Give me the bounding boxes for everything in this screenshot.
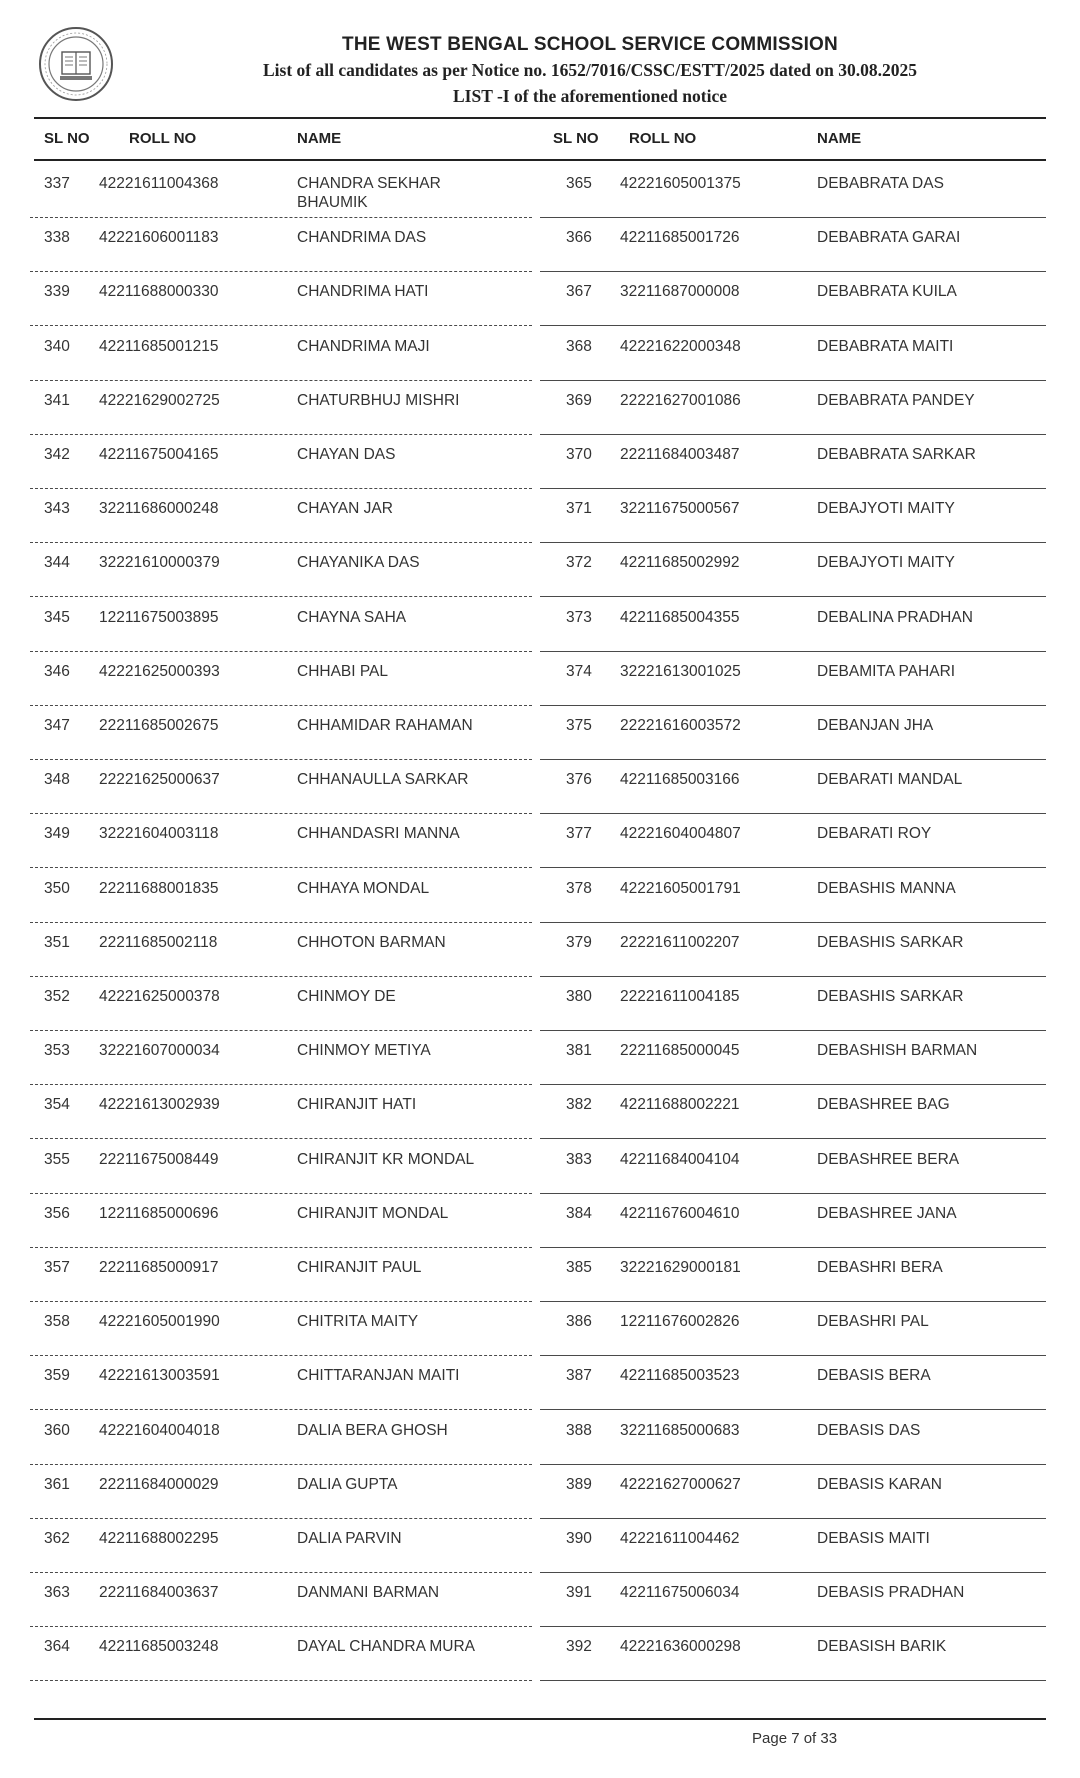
row-name: CHAYNA SAHA xyxy=(297,608,407,626)
row-sl-no: 376 xyxy=(566,771,592,789)
row-name: CHIRANJIT PAUL xyxy=(297,1259,422,1276)
table-row xyxy=(0,1573,1080,1627)
table-row xyxy=(0,1465,1080,1519)
row-sl-no: 381 xyxy=(566,1042,592,1060)
column-header-name-right: NAME xyxy=(817,130,862,147)
row-name: CHANDRIMA DAS xyxy=(297,229,427,247)
table-row xyxy=(0,218,1080,272)
row-name: DEBASIS DAS xyxy=(817,1421,921,1439)
row-sl-no: 391 xyxy=(566,1584,592,1602)
row-name: CHATURBHUJ MISHRI xyxy=(297,391,460,409)
table-row xyxy=(0,1140,1080,1194)
table-row xyxy=(0,543,1080,597)
row-name: DEBAJYOTI MAITY xyxy=(817,500,955,518)
row-roll-no: 42211685003166 xyxy=(620,771,740,789)
row-name: DEBASHREE JANA xyxy=(817,1204,957,1222)
row-sl-no: 364 xyxy=(44,1638,70,1656)
table-row xyxy=(0,489,1080,543)
table-row xyxy=(0,1519,1080,1573)
row-roll-no: 32221610000379 xyxy=(99,554,220,572)
table-row xyxy=(0,1194,1080,1248)
row-roll-no: 22211684003637 xyxy=(99,1584,219,1602)
row-sl-no: 348 xyxy=(44,771,70,789)
row-roll-no: 22221611002207 xyxy=(620,933,740,951)
row-roll-no: 42221622000348 xyxy=(620,337,741,355)
row-roll-no: 22211688001835 xyxy=(99,879,219,897)
row-name: CHIRANJIT MONDAL xyxy=(297,1204,449,1222)
row-sl-no: 380 xyxy=(566,988,592,1005)
row-sl-no: 389 xyxy=(566,1475,592,1493)
row-sl-no: 341 xyxy=(44,391,70,409)
row-sl-no: 359 xyxy=(44,1367,70,1385)
row-roll-no: 42221629002725 xyxy=(99,391,220,409)
row-roll-no: 42221613002939 xyxy=(99,1096,220,1114)
row-name: CHINMOY METIYA xyxy=(297,1042,431,1060)
row-name: CHITRITA MAITY xyxy=(297,1313,419,1331)
row-sl-no: 392 xyxy=(566,1638,592,1656)
column-header-roll-no-left: ROLL NO xyxy=(129,130,197,147)
row-name: CHIRANJIT HATI xyxy=(297,1096,417,1114)
row-sl-no: 345 xyxy=(44,608,70,626)
row-name: CHHOTON BARMAN xyxy=(297,933,446,951)
row-sl-no: 357 xyxy=(44,1259,70,1276)
table-row xyxy=(0,977,1080,1031)
row-roll-no: 32211685000683 xyxy=(620,1421,740,1439)
row-name: CHANDRA SEKHAR BHAUMIK xyxy=(297,175,441,211)
row-name: DALIA PARVIN xyxy=(297,1530,402,1547)
row-sl-no: 371 xyxy=(566,500,592,518)
row-sl-no: 350 xyxy=(44,879,70,897)
row-roll-no: 42221611004368 xyxy=(99,175,219,192)
row-name: CHHABI PAL xyxy=(297,662,389,680)
row-sl-no: 349 xyxy=(44,825,70,843)
table-row xyxy=(0,598,1080,652)
row-name: DALIA GUPTA xyxy=(297,1475,398,1493)
row-name: DEBASHIS SARKAR xyxy=(817,988,964,1005)
row-sl-no: 360 xyxy=(44,1421,70,1439)
table-row xyxy=(0,164,1080,218)
row-name: CHHANAULLA SARKAR xyxy=(297,771,469,789)
row-sl-no: 342 xyxy=(44,446,70,463)
row-roll-no: 22221625000637 xyxy=(99,771,220,789)
row-sl-no: 337 xyxy=(44,175,70,192)
table-row xyxy=(0,381,1080,435)
row-sl-no: 339 xyxy=(44,283,70,301)
row-sl-no: 377 xyxy=(566,825,592,843)
row-roll-no: 42221604004018 xyxy=(99,1421,220,1439)
row-sl-no: 386 xyxy=(566,1313,592,1331)
row-sl-no: 363 xyxy=(44,1584,70,1602)
row-roll-no: 32211687000008 xyxy=(620,283,740,301)
table-row xyxy=(0,652,1080,706)
footer-rule xyxy=(34,1718,1046,1720)
row-sl-no: 356 xyxy=(44,1204,70,1222)
row-sl-no: 382 xyxy=(566,1096,592,1114)
row-roll-no: 42211685002992 xyxy=(620,554,740,572)
row-roll-no: 22211684000029 xyxy=(99,1475,219,1493)
column-header-rule xyxy=(34,159,1046,161)
page-number: Page 7 of 33 xyxy=(752,1730,838,1747)
row-roll-no: 42211685001215 xyxy=(99,337,219,355)
row-name: DEBASHISH BARMAN xyxy=(817,1042,978,1060)
row-roll-no: 42221636000298 xyxy=(620,1638,741,1656)
row-sl-no: 346 xyxy=(44,662,70,680)
row-roll-no: 22211685002675 xyxy=(99,717,219,734)
row-name: DEBASHRI PAL xyxy=(817,1313,929,1331)
row-roll-no: 42221625000393 xyxy=(99,662,220,680)
table-row xyxy=(0,923,1080,977)
row-name: DEBASHRI BERA xyxy=(817,1259,943,1276)
row-sl-no: 365 xyxy=(566,175,592,192)
table-row xyxy=(0,1302,1080,1356)
row-name: CHITTARANJAN MAITI xyxy=(297,1367,460,1385)
row-name: DEBASHIS SARKAR xyxy=(817,933,964,951)
row-roll-no: 22211685002118 xyxy=(99,933,218,951)
row-sl-no: 347 xyxy=(44,717,70,734)
row-name: DEBASHIS MANNA xyxy=(817,879,956,897)
row-sl-no: 361 xyxy=(44,1475,70,1493)
row-roll-no: 42211688002295 xyxy=(99,1530,219,1547)
row-roll-no: 12211685000696 xyxy=(99,1204,219,1222)
row-roll-no: 42211685003523 xyxy=(620,1367,740,1385)
row-name: DANMANI BARMAN xyxy=(297,1584,440,1602)
row-sl-no: 343 xyxy=(44,500,70,518)
row-roll-no: 22211684003487 xyxy=(620,446,740,463)
row-name: CHAYAN JAR xyxy=(297,500,393,518)
row-roll-no: 22221616003572 xyxy=(620,717,741,734)
row-roll-no: 32221629000181 xyxy=(620,1259,741,1276)
table-row xyxy=(0,706,1080,760)
row-roll-no: 32211686000248 xyxy=(99,500,219,518)
row-sl-no: 368 xyxy=(566,337,592,355)
row-name: DEBASIS BERA xyxy=(817,1367,931,1385)
row-roll-no: 22211685000917 xyxy=(99,1259,219,1276)
row-sl-no: 388 xyxy=(566,1421,592,1439)
row-roll-no: 32221613001025 xyxy=(620,662,741,680)
row-roll-no: 42221611004462 xyxy=(620,1530,740,1547)
row-roll-no: 22221627001086 xyxy=(620,391,741,409)
row-roll-no: 12211675003895 xyxy=(99,608,219,626)
commission-seal-icon xyxy=(38,26,114,102)
row-name: DEBASIS KARAN xyxy=(817,1475,942,1493)
row-name: DEBARATI ROY xyxy=(817,825,932,843)
row-roll-no: 42221613003591 xyxy=(99,1367,220,1385)
row-sl-no: 385 xyxy=(566,1259,592,1276)
list-label: LIST -I of the aforementioned notice xyxy=(453,86,727,106)
row-sl-no: 344 xyxy=(44,554,70,572)
row-roll-no: 42211685003248 xyxy=(99,1638,219,1656)
row-name: CHHAYA MONDAL xyxy=(297,879,430,897)
row-roll-no: 22221611004185 xyxy=(620,988,740,1005)
table-row xyxy=(0,760,1080,814)
row-roll-no: 42211685004355 xyxy=(620,608,740,626)
row-divider-left xyxy=(30,1680,532,1681)
row-sl-no: 387 xyxy=(566,1367,592,1385)
row-name: CHIRANJIT KR MONDAL xyxy=(297,1150,475,1168)
row-name: DAYAL CHANDRA MURA xyxy=(297,1638,475,1656)
notice-subtitle: List of all candidates as per Notice no. 1652/7016/CSSC/ESTT/2025 dated on 30.08.2025 xyxy=(262,60,918,80)
row-name: CHANDRIMA HATI xyxy=(297,283,429,301)
row-roll-no: 42221604004807 xyxy=(620,825,741,843)
table-row xyxy=(0,1031,1080,1085)
row-sl-no: 384 xyxy=(566,1204,592,1222)
row-sl-no: 362 xyxy=(44,1530,70,1547)
row-sl-no: 366 xyxy=(566,229,592,247)
row-roll-no: 42221606001183 xyxy=(99,229,219,247)
row-roll-no: 42211685001726 xyxy=(620,229,740,247)
row-name: DEBABRATA SARKAR xyxy=(817,446,976,463)
row-sl-no: 351 xyxy=(44,933,70,951)
row-roll-no: 42221605001375 xyxy=(620,175,741,192)
row-roll-no: 42211688002221 xyxy=(620,1096,740,1114)
row-name: DEBAJYOTI MAITY xyxy=(817,554,955,572)
table-row xyxy=(0,1356,1080,1410)
row-sl-no: 353 xyxy=(44,1042,70,1060)
table-row xyxy=(0,435,1080,489)
row-roll-no: 22211675008449 xyxy=(99,1150,219,1168)
row-name: CHHAMIDAR RAHAMAN xyxy=(297,717,473,734)
row-sl-no: 369 xyxy=(566,391,592,409)
row-roll-no: 42211688000330 xyxy=(99,283,219,301)
row-sl-no: 355 xyxy=(44,1150,70,1168)
row-name: DEBABRATA KUILA xyxy=(817,283,957,301)
row-name: CHAYAN DAS xyxy=(297,446,396,463)
row-roll-no: 42221627000627 xyxy=(620,1475,741,1493)
row-name: DEBASISH BARIK xyxy=(817,1638,947,1656)
row-name: DEBABRATA GARAI xyxy=(817,229,961,247)
row-name: DEBASIS PRADHAN xyxy=(817,1584,965,1602)
column-header-sl-no-right: SL NO xyxy=(553,130,599,147)
row-roll-no: 42211676004610 xyxy=(620,1204,740,1222)
row-sl-no: 358 xyxy=(44,1313,70,1331)
table-row xyxy=(0,272,1080,326)
row-roll-no: 32221604003118 xyxy=(99,825,219,843)
table-row xyxy=(0,814,1080,868)
row-name: CHHANDASRI MANNA xyxy=(297,825,460,843)
row-sl-no: 374 xyxy=(566,662,592,680)
row-sl-no: 379 xyxy=(566,933,592,951)
row-roll-no: 42221605001990 xyxy=(99,1313,220,1331)
row-name: DEBAMITA PAHARI xyxy=(817,662,956,680)
row-sl-no: 370 xyxy=(566,446,592,463)
row-name: CHAYANIKA DAS xyxy=(297,554,420,572)
row-name: DEBANJAN JHA xyxy=(817,717,934,734)
row-sl-no: 378 xyxy=(566,879,592,897)
row-name: DEBABRATA DAS xyxy=(817,175,944,192)
table-row xyxy=(0,1627,1080,1681)
row-name: CHINMOY DE xyxy=(297,988,396,1005)
table-row xyxy=(0,327,1080,381)
row-name: DEBALINA PRADHAN xyxy=(817,608,973,626)
row-name: DEBASHREE BERA xyxy=(817,1150,960,1168)
row-sl-no: 383 xyxy=(566,1150,592,1168)
row-divider-right xyxy=(540,1680,1046,1681)
row-sl-no: 354 xyxy=(44,1096,70,1114)
row-sl-no: 390 xyxy=(566,1530,592,1547)
row-sl-no: 375 xyxy=(566,717,592,734)
row-roll-no: 42221625000378 xyxy=(99,988,220,1005)
row-name: CHANDRIMA MAJI xyxy=(297,337,430,355)
table-row xyxy=(0,1085,1080,1139)
row-name: DALIA BERA GHOSH xyxy=(297,1421,448,1439)
row-name: DEBABRATA PANDEY xyxy=(817,391,975,409)
row-sl-no: 352 xyxy=(44,988,70,1005)
row-roll-no: 22211685000045 xyxy=(620,1042,740,1060)
row-name: DEBABRATA MAITI xyxy=(817,337,954,355)
row-roll-no: 32211675000567 xyxy=(620,500,740,518)
row-roll-no: 42211675004165 xyxy=(99,446,219,463)
row-sl-no: 338 xyxy=(44,229,70,247)
header-top-rule xyxy=(34,117,1046,119)
row-roll-no: 32221607000034 xyxy=(99,1042,220,1060)
row-roll-no: 12211676002826 xyxy=(620,1313,740,1331)
row-roll-no: 42221605001791 xyxy=(620,879,741,897)
commission-title: THE WEST BENGAL SCHOOL SERVICE COMMISSION xyxy=(342,34,838,55)
row-name: DEBARATI MANDAL xyxy=(817,771,963,789)
column-header-name-left: NAME xyxy=(297,130,342,147)
table-row xyxy=(0,869,1080,923)
table-row xyxy=(0,1411,1080,1465)
row-name: DEBASIS MAITI xyxy=(817,1530,930,1547)
column-header-roll-no-right: ROLL NO xyxy=(629,130,697,147)
row-name: DEBASHREE BAG xyxy=(817,1096,950,1114)
row-sl-no: 372 xyxy=(566,554,592,572)
table-row xyxy=(0,1248,1080,1302)
row-sl-no: 340 xyxy=(44,337,70,355)
row-sl-no: 373 xyxy=(566,608,592,626)
row-roll-no: 42211675006034 xyxy=(620,1584,740,1602)
column-header-sl-no-left: SL NO xyxy=(44,130,90,147)
row-roll-no: 42211684004104 xyxy=(620,1150,740,1168)
row-sl-no: 367 xyxy=(566,283,592,301)
